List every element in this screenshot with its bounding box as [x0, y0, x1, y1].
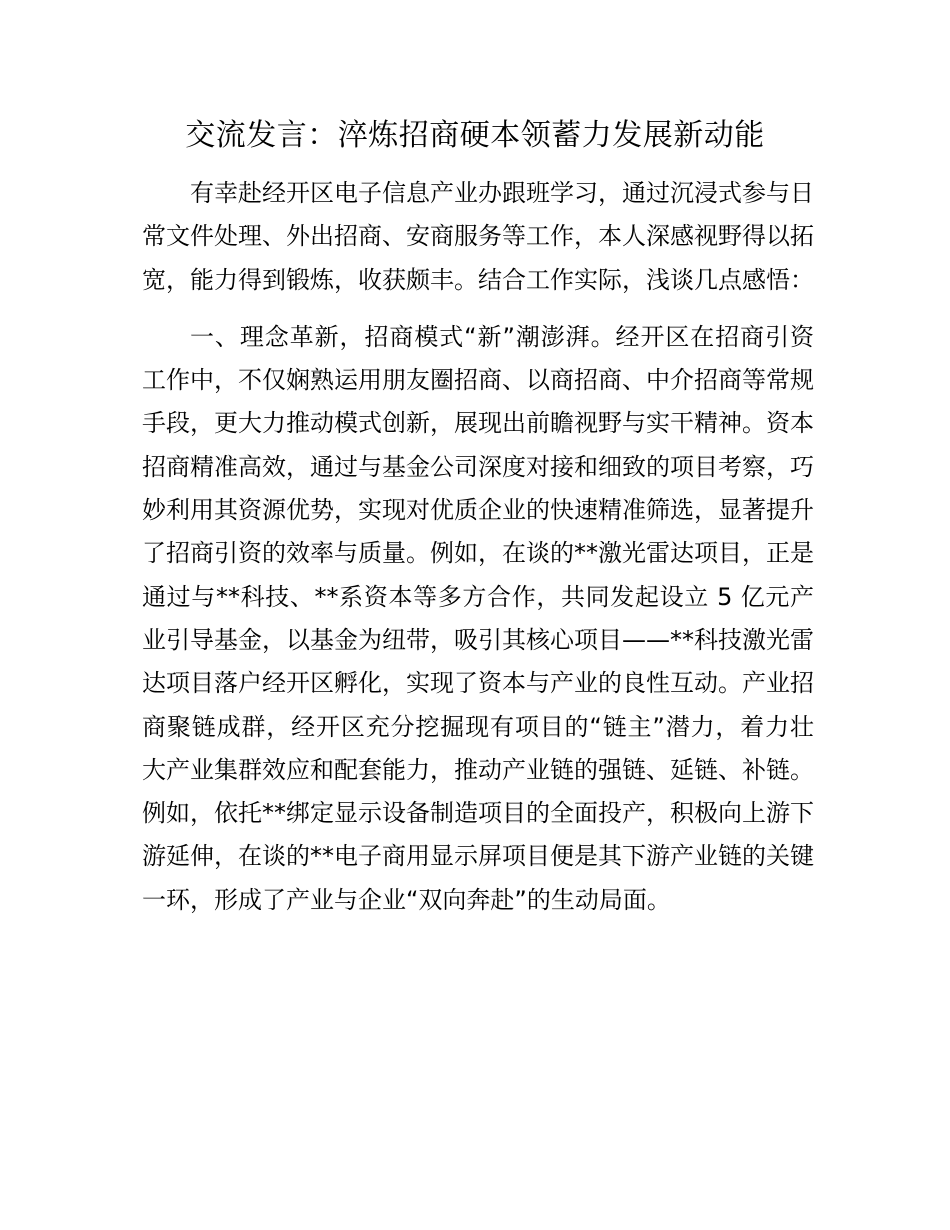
paragraph-intro: 有幸赴经开区电子信息产业办跟班学习，通过沉浸式参与日常文件处理、外出招商、安商服务等工作，本人深感视野得以拓宽，能力得到锻炼，收获颇丰。结合工作实际，浅谈几点感悟： [142, 179, 814, 294]
document-title: 交流发言：淬炼招商硬本领蓄力发展新动能 [185, 118, 765, 153]
paragraph-section-one: 一、理念革新，招商模式“新”潮澎湃。经开区在招商引资工作中，不仅娴熟运用朋友圈招商、以商招商、中介招商等常规手段，更大力推动模式创新，展现出前瞻视野与实干精神。资本招商精准高效，通过与基金公司深度对接和细致的项目考察，巧妙利用其资源优势，实现对优质企业的快速精准筛选，显著提升了招商引资的效率与质量。例如，在谈的**激光雷达项目，正是通过与**科技、**系资本等多方合作，共同发起设立 5 亿元产业引导基金，以基金为纽带，吸引其核心项目——**科技激光雷达项目落户经开区孵化，实现了资本与产业的良性互动。产业招商聚链成群，经开区充分挖掘现有项目的“链主”潜力，着力壮大产业集群效应和配套能力，推动产业链的强链、延链、补链。例如，依托**绑定显示设备制造项目的全面投产，积极向上游下游延伸，在谈的**电子商用显示屏项目便是其下游产业链的关键一环，形成了产业与企业“双向奔赴”的生动局面。 [142, 322, 814, 914]
document-body [142, 172, 814, 922]
